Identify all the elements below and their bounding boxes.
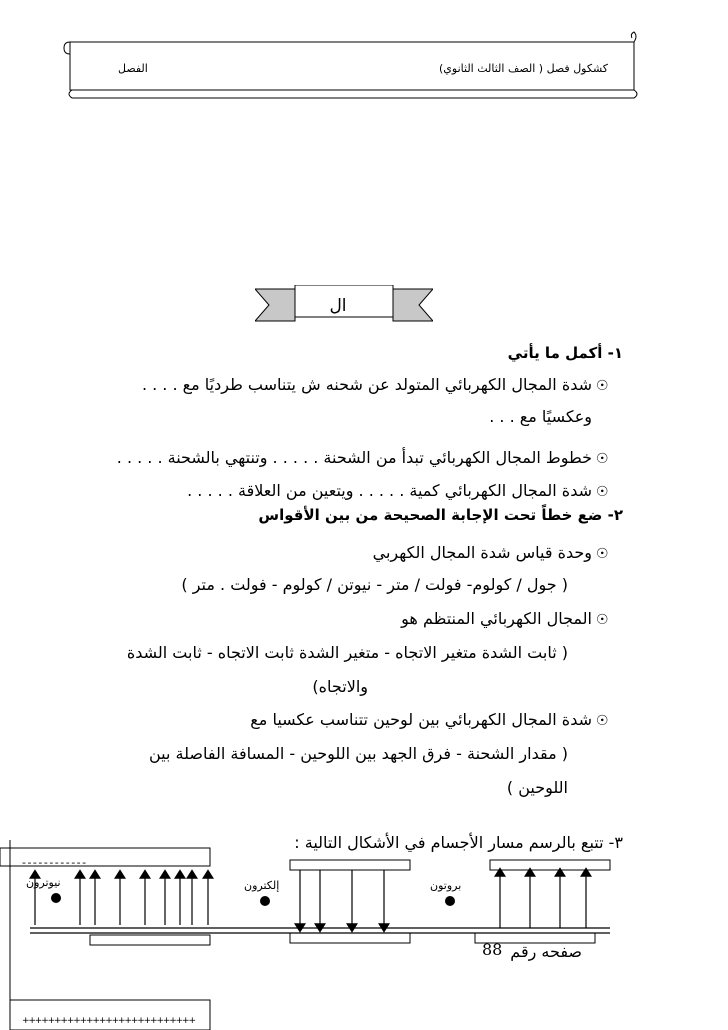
bullet-icon: ☉ bbox=[596, 612, 609, 628]
neutron-particle bbox=[51, 893, 61, 903]
header-title: كشكول فصل ( الصف الثالث الثانوي) bbox=[439, 62, 608, 75]
q1-item-1: شدة المجال الكهربائي المتولد عن شحنه ش يتناسب طرديًا مع . . . . bbox=[141, 375, 592, 394]
q1-item-2: خطوط المجال الكهربائي تبدأ من الشحنة . . . . . وتنتهي بالشحنة . . . . . bbox=[116, 448, 592, 467]
page-label: صفحه رقم bbox=[510, 942, 582, 961]
q1-title: ١- أكمل ما يأتي bbox=[507, 344, 623, 362]
page-number: 88 bbox=[482, 940, 503, 959]
q2-item-2-options: ( ثابت الشدة متغير الاتجاه - متغير الشدة ثابت الاتجاه - ثابت الشدة bbox=[126, 643, 568, 662]
electron-label: إلكترون bbox=[244, 879, 280, 892]
q1-item-1-cont: وعكسيًا مع . . . bbox=[489, 407, 592, 426]
bullet-icon: ☉ bbox=[596, 451, 609, 467]
q2-item-2-options-cont: والاتجاه) bbox=[312, 677, 368, 696]
proton-particle bbox=[445, 896, 455, 906]
bullet-icon: ☉ bbox=[596, 484, 609, 500]
header-section-label: الفصل bbox=[118, 62, 148, 75]
bullet-icon: ☉ bbox=[596, 713, 609, 729]
q2-item-3-options: ( مقدار الشحنة - فرق الجهد بين اللوحين - المسافة الفاصلة بين bbox=[148, 744, 568, 763]
q2-item-3-stem: شدة المجال الكهربائي بين لوحين تتناسب عكسيا مع bbox=[250, 710, 592, 729]
q2-item-3-options-cont: اللوحين ) bbox=[506, 778, 568, 797]
q2-item-1-options: ( جول / كولوم- فولت / متر - نيوتن / كولوم - فولت . متر ) bbox=[181, 575, 568, 594]
bullet-icon: ☉ bbox=[596, 378, 609, 394]
q2-item-1-stem: وحدة قياس شدة المجال الكهربي bbox=[372, 543, 592, 562]
plate-bottom bbox=[90, 935, 210, 945]
minus-charges: - - - - - - - - - - - - bbox=[22, 856, 86, 869]
proton-label: بروتون bbox=[430, 879, 462, 892]
plate-bottom bbox=[290, 933, 410, 943]
q3-title: ٣- تتبع بالرسم مسار الأجسام في الأشكال التالية : bbox=[294, 833, 623, 852]
field-diagrams bbox=[0, 830, 728, 1030]
plate-top bbox=[490, 860, 610, 870]
neutron-label: نيوترون bbox=[26, 876, 61, 889]
electron-particle bbox=[260, 896, 270, 906]
q2-item-2-stem: المجال الكهربائي المنتظم هو bbox=[401, 609, 592, 628]
ribbon-label: ال bbox=[329, 296, 347, 316]
q2-title: ٢- ضع خطاً تحت الإجابة الصحيحة من بين الأقواس bbox=[258, 506, 623, 524]
q1-item-3: شدة المجال الكهربائي كمية . . . . . ويتعين من العلاقة . . . . . bbox=[187, 481, 592, 500]
bullet-icon: ☉ bbox=[596, 546, 609, 562]
plus-charges: + + + + + + + + + + + + + + + + + + + + + + + + + + + bbox=[22, 1016, 194, 1026]
plate-top bbox=[290, 860, 410, 870]
